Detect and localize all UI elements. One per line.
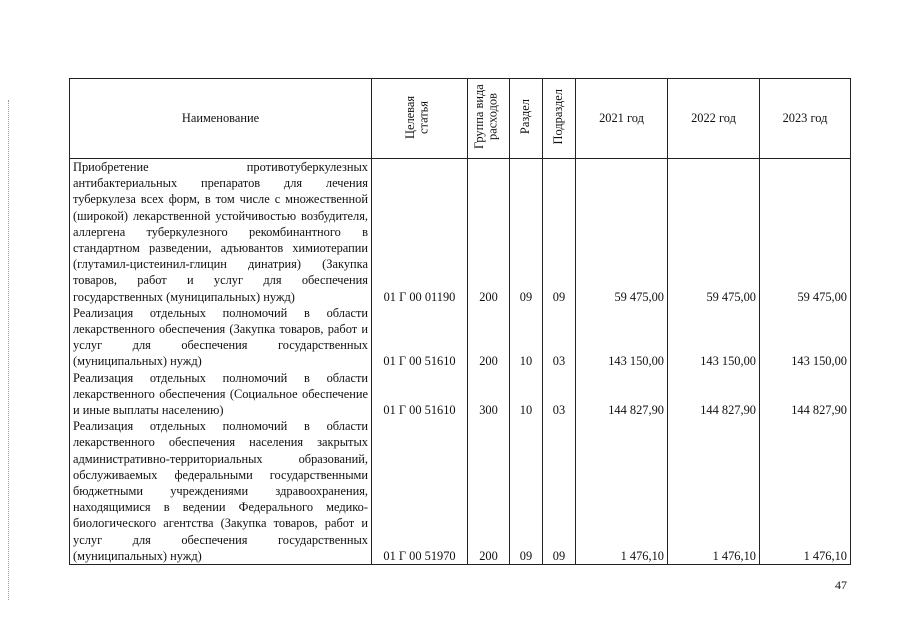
row-2021: 143 150,00 [576, 305, 668, 370]
row-target: 01 Г 00 51970 [372, 418, 468, 564]
row-section: 10 [510, 370, 543, 419]
header-name: Наименование [70, 79, 372, 159]
row-2022: 143 150,00 [668, 305, 760, 370]
table-row [70, 159, 851, 305]
row-name: Реализация отдельных полномочий в области лекарственного обеспечения (Социальное обеспечение и иные выплаты населению) [70, 370, 372, 419]
row-section: 10 [510, 305, 543, 370]
header-2022: 2022 год [668, 79, 760, 159]
header-2021: 2021 год [576, 79, 668, 159]
header-target: Целевая статья [372, 79, 468, 159]
row-group: 300 [468, 370, 510, 419]
row-group: 200 [468, 418, 510, 564]
row-subsection: 03 [543, 370, 576, 419]
table-row [70, 370, 851, 419]
row-group: 200 [468, 159, 510, 305]
table-header-row [70, 79, 851, 159]
row-2022: 144 827,90 [668, 370, 760, 419]
row-2022: 59 475,00 [668, 159, 760, 305]
header-2023: 2023 год [760, 79, 851, 159]
row-2021: 59 475,00 [576, 159, 668, 305]
row-name: Реализация отдельных полномочий в области лекарственного обеспечения населения закрытых административно-территориальных образований, обслуживаемых федеральными государственными бюджетными учреждениями здравоохранения, находящимися в ведении Федерального медико-биологического агентства (Закупка товаров, работ и услуг для обеспечения государственных (муниципальных) нужд) [70, 418, 372, 564]
row-2023: 143 150,00 [760, 305, 851, 370]
row-subsection: 03 [543, 305, 576, 370]
row-name: Реализация отдельных полномочий в области лекарственного обеспечения (Закупка товаров, работ и услуг для обеспечения государственных (муниципальных) нужд) [70, 305, 372, 370]
row-2021: 144 827,90 [576, 370, 668, 419]
row-2023: 59 475,00 [760, 159, 851, 305]
row-target: 01 Г 00 01190 [372, 159, 468, 305]
row-target: 01 Г 00 51610 [372, 370, 468, 419]
budget-table [69, 78, 851, 565]
row-2023: 1 476,10 [760, 418, 851, 564]
header-section: Раздел [510, 79, 543, 159]
row-group: 200 [468, 305, 510, 370]
header-expense-group: Группа вида расходов [468, 79, 510, 159]
row-subsection: 09 [543, 418, 576, 564]
table-row [70, 305, 851, 370]
row-section: 09 [510, 159, 543, 305]
row-target: 01 Г 00 51610 [372, 305, 468, 370]
header-subsection: Подраздел [543, 79, 576, 159]
page-number: 47 [835, 578, 847, 592]
row-name: Приобретение противотуберкулезных антибактериальных препаратов для лечения туберкулеза всех форм, в том числе с множественной (широкой) лекарственной устойчивостью возбудителя, аллергена туберкулезного рекомбинантного в стандартном разведении, адъювантов химиотерапии (глутамил-цистеинил-глицин динатрия) (Закупка товаров, работ и услуг для обеспечения государственных (муниципальных) нужд) [70, 159, 372, 305]
row-2022: 1 476,10 [668, 418, 760, 564]
row-section: 09 [510, 418, 543, 564]
table-row [70, 418, 851, 564]
row-subsection: 09 [543, 159, 576, 305]
row-2023: 144 827,90 [760, 370, 851, 419]
row-2021: 1 476,10 [576, 418, 668, 564]
margin-dotted-line [8, 100, 9, 600]
